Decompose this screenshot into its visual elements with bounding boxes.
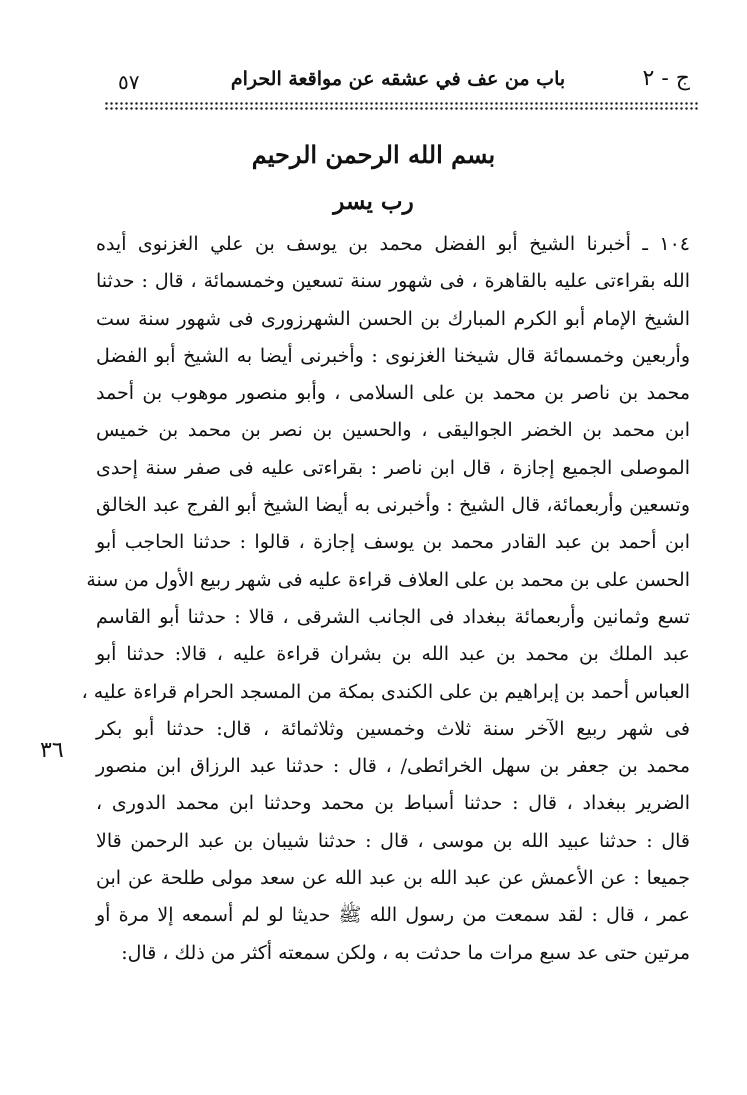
text-line: فى شهر ربيع الآخر سنة ثلاث وخمسين وثلاثمائة ، قال: حدثنا أبو بكر	[96, 717, 690, 740]
text-line: مرتين حتى عد سبع مرات ما حدثت به ، ولكن سمعته أكثر من ذلك ، قال:	[121, 941, 690, 964]
text-line: الشيخ الإمام أبو الكرم المبارك بن الحسن الشهرزورى فى شهور سنة ست	[96, 307, 690, 330]
header-divider	[104, 101, 698, 111]
text-line: جميعا : عن الأعمش عن عبد الله بن عبد الله عن سعد مولى طلحة عن ابن	[96, 867, 690, 890]
text-line: الضرير ببغداد ، قال : حدثنا أسباط بن محمد وحدثنا ابن محمد الدورى ،	[96, 792, 690, 815]
text-line: وأربعين وخمسمائة قال شيخنا الغزنوى : وأخبرنى أيضا به الشيخ أبو الفضل	[96, 344, 690, 367]
subtitle-heading: رب يسر	[333, 188, 414, 215]
text-line: تسع وثمانين وأربعمائة ببغداد فى الجانب الشرقى ، قالا : حدثنا أبو القاسم	[96, 605, 690, 628]
text-line: الموصلى الجميع إجازة ، قال ابن ناصر : بقراءتى عليه فى صفر سنة إحدى	[96, 456, 690, 479]
main-text	[81, 226, 690, 972]
running-header	[96, 66, 690, 100]
text-line: عمر ، قال : لقد سمعت من رسول الله ﷺ حديثا لو لم أسمعه إلا مرة أو	[96, 904, 690, 927]
text-line: محمد بن ناصر بن محمد بن على السلامى ، وأبو منصور موهوب بن أحمد	[96, 382, 690, 405]
text-line: ابن محمد بن الخضر الجواليقى ، والحسين بن نصر بن محمد بن خميس	[96, 419, 690, 442]
page-number: ٥٧	[118, 70, 140, 94]
text-line: ابن أحمد بن عبد القادر محمد بن يوسف إجازة ، قالوا : حدثنا الحاجب أبو	[96, 531, 690, 554]
text-line: ١٠٤ ـ أخبرنا الشيخ أبو الفضل محمد بن يوسف بن علي الغزنوى أيده	[96, 233, 690, 255]
volume-label: ج - ٢	[642, 66, 690, 91]
text-line: قال : حدثنا عبيد الله بن موسى ، قال : حدثنا شيبان بن عبد الرحمن قالا	[96, 829, 690, 852]
text-line: محمد بن جعفر بن سهل الخرائطى/ ، قال : حدثنا عبد الرزاق ابن منصور	[96, 755, 690, 778]
manuscript-folio-marker: ٣٦	[40, 738, 64, 763]
basmala-heading: بسم الله الرحمن الرحيم	[251, 140, 496, 169]
chapter-title: باب من عف في عشقه عن مواقعة الحرام	[230, 68, 566, 90]
text-line: الحسن على بن محمد بن على العلاف قراءة عليه فى شهر ربيع الأول من سنة	[86, 568, 690, 591]
text-line: العباس أحمد بن إبراهيم بن على الكندى بمكة من المسجد الحرام قراءة عليه ،	[81, 680, 690, 703]
text-line: الله بقراءتى عليه بالقاهرة ، فى شهور سنة تسعين وخمسمائة ، قال : حدثنا	[96, 270, 690, 293]
text-line: عبد الملك بن محمد بن عبد الله بن بشران قراءة عليه ، قالا: حدثنا أبو	[96, 643, 690, 666]
text-line: وتسعين وأربعمائة، قال الشيخ : وأخبرنى به أيضا الشيخ أبو الفرج عبد الخالق	[96, 494, 690, 517]
